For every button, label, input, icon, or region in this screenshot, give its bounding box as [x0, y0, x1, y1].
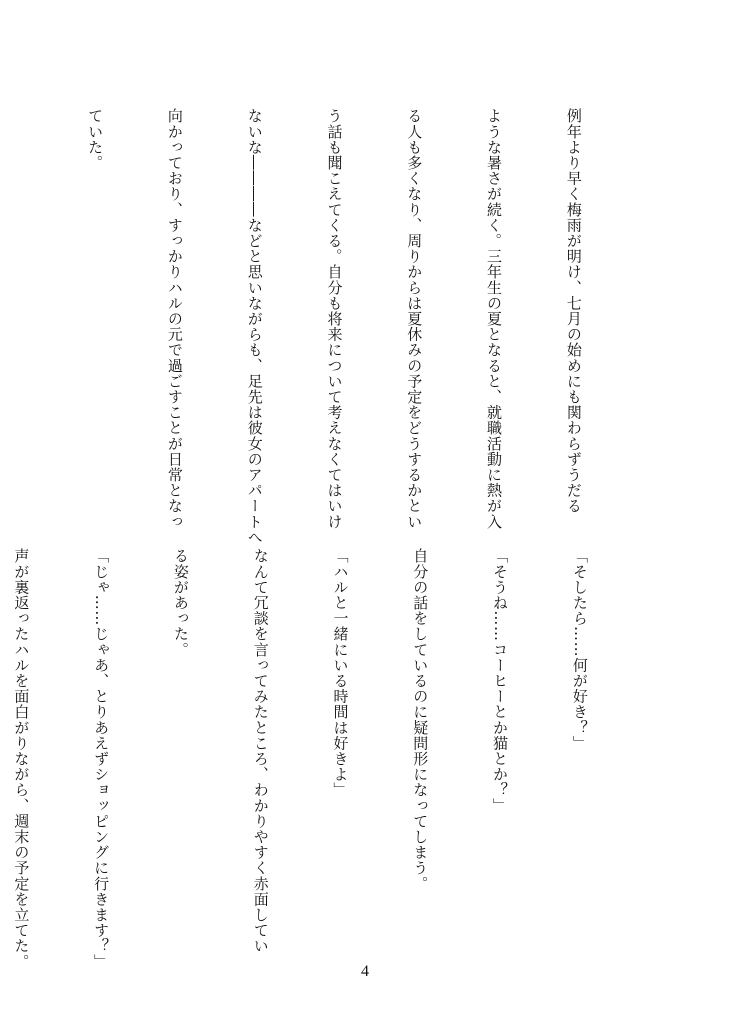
text-line: ないな――――などと思いながらも、足先は彼女のアパートへ [245, 108, 264, 545]
text-line: 声が裏返ったハルを面白がりながら、週末の予定を立てた。 [12, 548, 31, 970]
text-line: 「ハルと一緒にいる時間は好きよ」 [331, 548, 350, 798]
text-line: る人も多くなり、周りからは夏休みの予定をどうするかとい [405, 108, 424, 530]
page-number: 4 [361, 963, 369, 980]
text-line: る姿があった。 [171, 548, 190, 658]
text-line: う話も聞こえてくる。自分も将来について考えなくてはいけ [325, 108, 344, 530]
text-line: 「じゃ……じゃあ、とりあえずショッピングに行きます？」 [92, 548, 111, 970]
text-line: なんて冗談を言ってみたところ、わかりやすく赤面してい [251, 548, 270, 954]
lower-text-block [12, 548, 646, 970]
text-line: 「そうね……コーヒーとか猫とか？」 [491, 548, 510, 814]
text-line: 自分の話をしているのに疑問形になってしまう。 [411, 548, 430, 892]
text-line: 「そしたら……何が好き？」 [570, 548, 589, 751]
text-line: 例年より早く梅雨が明け、七月の始めにも関わらずうだる [564, 108, 583, 514]
blank-line [2, 108, 29, 500]
text-line: 向かっており、すっかりハルの元で過ごすことが日常となっ [165, 108, 184, 530]
text-line: ていた。 [86, 108, 105, 171]
upper-text-block [86, 108, 640, 545]
text-line: ような暑さが続く。三年生の夏となると、就職活動に熱が入 [485, 108, 504, 530]
